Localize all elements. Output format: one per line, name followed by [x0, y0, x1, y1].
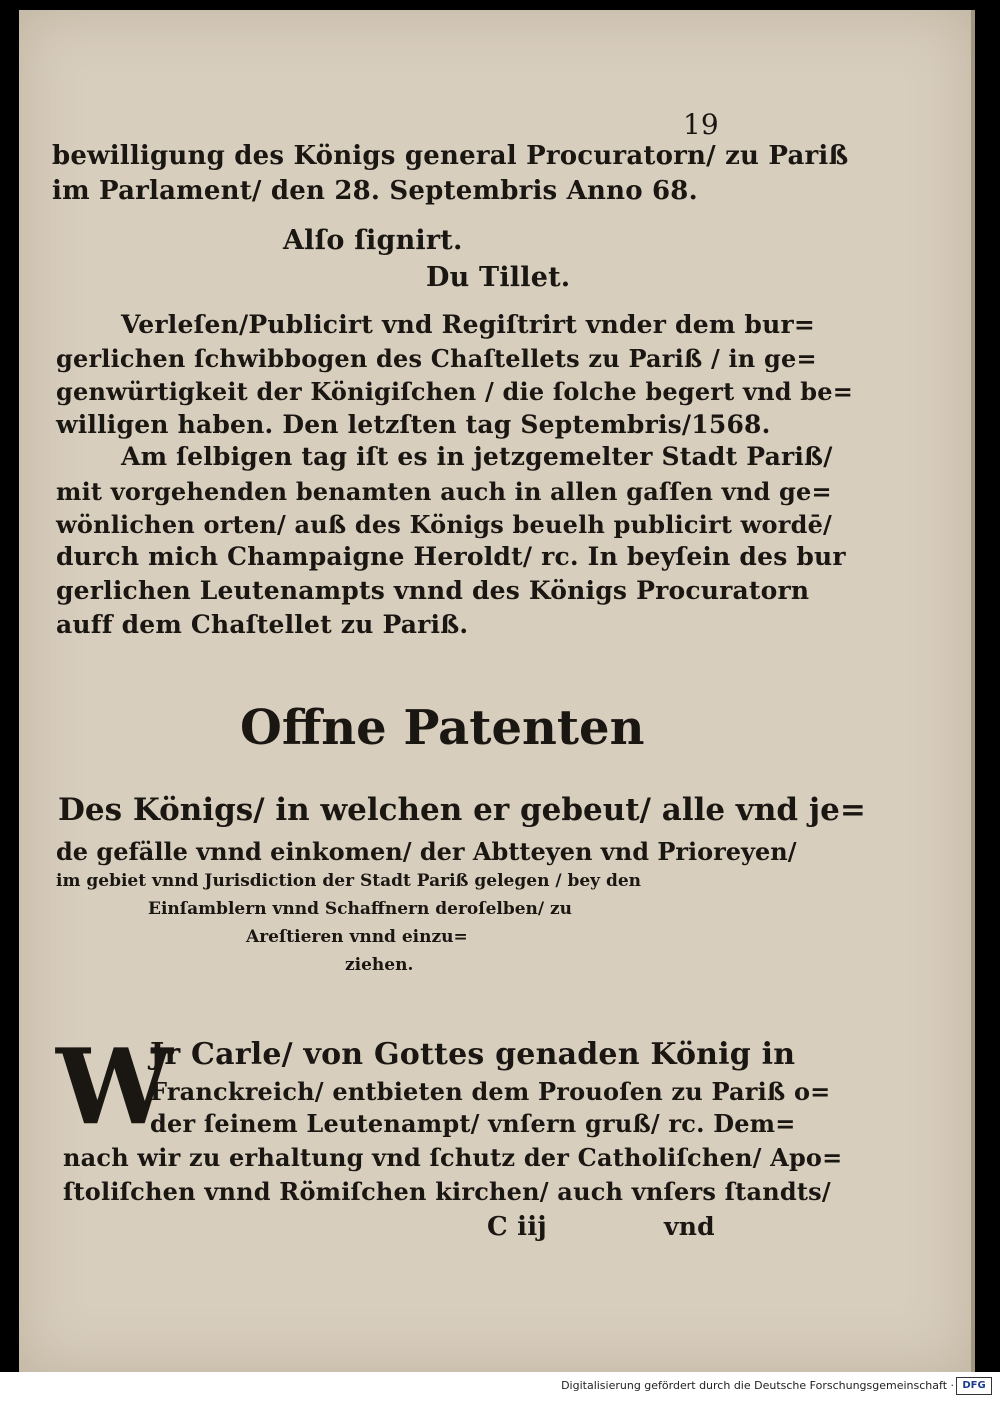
subheading-line: de gefälle vnnd einkomen/ der Abtteyen vnd Prioreyen/ [56, 837, 797, 866]
signature-intro: Alſo ſignirt. [283, 225, 463, 256]
footer-bar [0, 1372, 1000, 1401]
subheading-line: ziehen. [345, 955, 414, 975]
subheading-line: im gebiet vnnd Jurisdiction der Stadt Pariß gelegen / bey den [56, 871, 642, 891]
text-line: der ſeinem Leutenampt/ vnſern gruß/ rc. Dem= [150, 1109, 796, 1138]
text-line: durch mich Champaigne Heroldt/ rc. In beyſein des bur [56, 542, 846, 571]
page-number: 19 [683, 108, 719, 141]
text-line: gerlichen ſchwibbogen des Chaſtellets zu Pariß / in ge= [56, 344, 817, 373]
text-line: im Parlament/ den 28. Septembris Anno 68. [52, 176, 698, 206]
signature-name: Du Tillet. [426, 262, 571, 293]
drop-capital: W [56, 1025, 173, 1148]
text-line: mit vorgehenden benamten auch in allen gaſſen vnd ge= [56, 477, 832, 506]
catchword: vnd [664, 1212, 715, 1241]
text-line: gerlichen Leutenampts vnnd des Königs Procuratorn [56, 576, 810, 605]
text-line: wönlichen orten/ auß des Königs beuelh publicirt wordē/ [56, 510, 833, 539]
text-line: Verleſen/Publicirt vnd Regiſtrirt vnder dem bur= [121, 310, 815, 339]
text-line: auff dem Chaſtellet zu Pariß. [56, 610, 469, 639]
text-line: bewilligung des Königs general Procuratorn/ zu Pariß [52, 141, 849, 171]
text-line: Franckreich/ entbieten dem Prouoſen zu Pariß o= [150, 1077, 831, 1106]
subheading-line: Des Königs/ in welchen er gebeut/ alle vnd je= [58, 792, 866, 828]
text-line: Jr Carle/ von Gottes genaden König in [150, 1037, 796, 1072]
section-heading: Offne Patenten [240, 700, 645, 756]
dfg-logo: DFG [956, 1377, 992, 1395]
subheading-line: Einſamblern vnnd Schaffnern deroſelben/ zu [148, 899, 573, 919]
text-line: genwürtigkeit der Königiſchen / die ſolche begert vnd be= [56, 377, 854, 406]
text-line: willigen haben. Den letzſten tag Septembris/1568. [56, 410, 771, 439]
funding-notice: Digitalisierung gefördert durch die Deutsche Forschungsgemeinschaft · [561, 1379, 954, 1392]
text-line: ſtoliſchen vnnd Römiſchen kirchen/ auch vnſers ſtandts/ [63, 1177, 831, 1206]
signature-mark: C iij [487, 1212, 547, 1242]
text-line: Am ſelbigen tag iſt es in jetzgemelter Stadt Pariß/ [121, 442, 833, 471]
subheading-line: Areſtieren vnnd einzu= [246, 927, 468, 947]
page-edge [971, 10, 975, 1372]
text-line: nach wir zu erhaltung vnd ſchutz der Catholiſchen/ Apo= [63, 1143, 843, 1172]
